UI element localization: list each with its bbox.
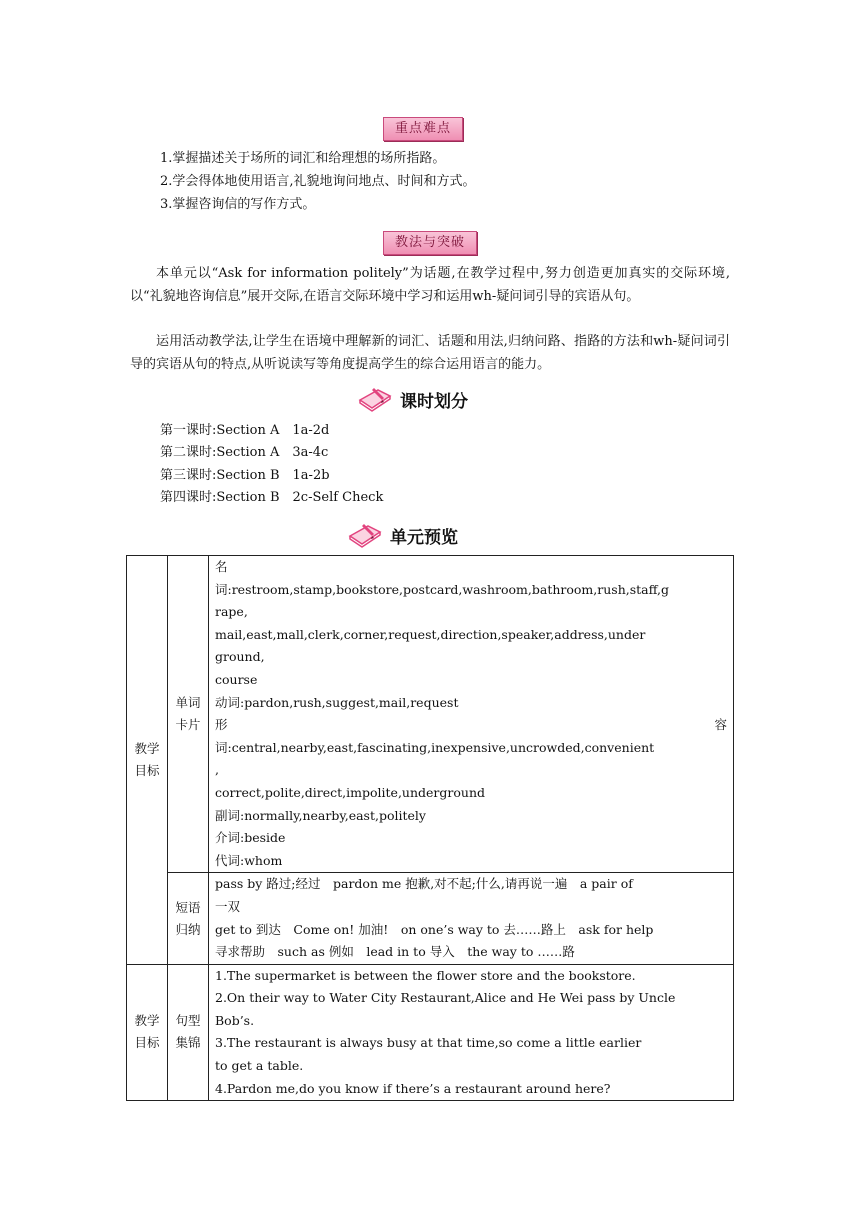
preview-heading-text: 单元预览 [390, 527, 458, 548]
adj-right: 容 [714, 717, 727, 733]
sentence-line: 2.On their way to Water City Restaurant,Alice and He Wei pass by Uncle [215, 990, 676, 1006]
adj-left: 形 [215, 717, 228, 733]
unit-preview-table [126, 555, 734, 1101]
key-point-item: 1.掌握描述关于场所的词汇和给理想的场所指路。 [160, 151, 446, 166]
goal-label-cell [127, 964, 168, 1101]
sentence-line: Bob’s. [215, 1012, 255, 1028]
word-line: 名 [215, 559, 228, 574]
word-line: rape, [215, 604, 248, 620]
phrase-line: 寻求帮助 such as 例如 lead in to 导入 the way to ……路 [215, 944, 575, 960]
method-paragraph: 运用活动教学法,让学生在语境中理解新的词汇、话题和用法,归纳问路、指路的方法和wh-疑问词引导的宾语从句的特点,从听说读写等角度提高学生的综合运用语言的能力。 [130, 334, 730, 372]
section-tag-key-points: 重点难点 [383, 117, 463, 141]
table-row [127, 556, 734, 873]
word-line [215, 714, 727, 737]
method-paragraph: 本单元以“Ask for information politely”为话题,在教学过程中,努力创造更加真实的交际环境,以“礼貌地咨询信息”展开交际,在语言交际环境中学习和运用wh-疑问词引导的宾语从句。 [130, 266, 730, 304]
pencil-notebook-icon [358, 386, 392, 412]
word-line: 词:central,nearby,east,fascinating,inexpensive,uncrowded,convenient [215, 739, 655, 755]
word-line: 副词:normally,nearby,east,politely [215, 807, 426, 823]
sentence-line: 3.The restaurant is always busy at that time,so come a little earlier [215, 1035, 642, 1051]
sentence-label-cell [168, 964, 209, 1101]
phrase-content [209, 873, 734, 964]
schedule-heading [358, 385, 468, 413]
schedule-item: 第一课时:Section A 1a-2d [160, 423, 330, 438]
phrase-line: get to 到达 Come on! 加油! on one’s way to 去……路上 ask for help [215, 921, 654, 937]
word-line: 词:restroom,stamp,bookstore,postcard,washroom,bathroom,rush,staff,g [215, 581, 670, 597]
schedule-item: 第三课时:Section B 1a-2b [160, 468, 330, 483]
sentence-line: to get a table. [215, 1058, 304, 1074]
goal-label: 教学 [134, 1013, 160, 1029]
sentence-content [209, 964, 734, 1101]
word-line: 代词:whom [215, 852, 283, 868]
word-card-label: 卡片 [175, 717, 201, 733]
phrase-line: pass by 路过;经过 pardon me 抱歉,对不起;什么,请再说一遍 a pair of [215, 876, 633, 892]
phrase-label-cell [168, 873, 209, 964]
schedule-item: 第二课时:Section A 3a-4c [160, 445, 329, 460]
phrase-label: 短语 [175, 899, 201, 915]
table-row [127, 964, 734, 1101]
sentence-label: 集锦 [175, 1035, 201, 1051]
word-card-label: 单词 [175, 695, 201, 711]
word-line: , [215, 762, 219, 778]
key-point-item: 2.学会得体地使用语言,礼貌地询问地点、时间和方式。 [160, 174, 476, 189]
schedule-item: 第四课时:Section B 2c-Self Check [160, 490, 384, 505]
key-point-item: 3.掌握咨询信的写作方式。 [160, 197, 316, 212]
word-line: ground, [215, 649, 265, 665]
word-line: correct,polite,direct,impolite,underground [215, 784, 486, 800]
word-card-content [209, 556, 734, 873]
word-line: course [215, 671, 258, 687]
sentence-line: 4.Pardon me,do you know if there’s a restaurant around here? [215, 1080, 611, 1096]
word-line: 动词:pardon,rush,suggest,mail,request [215, 694, 459, 710]
table-row [127, 873, 734, 964]
goal-label: 目标 [134, 762, 160, 778]
word-line: mail,east,mall,clerk,corner,request,direction,speaker,address,under [215, 626, 646, 642]
goal-label: 教学 [134, 740, 160, 756]
sentence-label: 句型 [175, 1013, 201, 1029]
sentence-line: 1.The supermarket is between the flower store and the bookstore. [215, 967, 636, 983]
phrase-line: 一双 [215, 898, 241, 914]
section-tag-teaching-method: 教法与突破 [383, 231, 477, 255]
pencil-notebook-icon [348, 522, 382, 548]
goal-label-cell [127, 556, 168, 965]
schedule-heading-text: 课时划分 [400, 391, 468, 412]
phrase-label: 归纳 [175, 921, 201, 937]
goal-label: 目标 [134, 1035, 160, 1051]
word-line: 介词:beside [215, 830, 286, 846]
word-card-label-cell [168, 556, 209, 873]
preview-heading [348, 521, 458, 549]
